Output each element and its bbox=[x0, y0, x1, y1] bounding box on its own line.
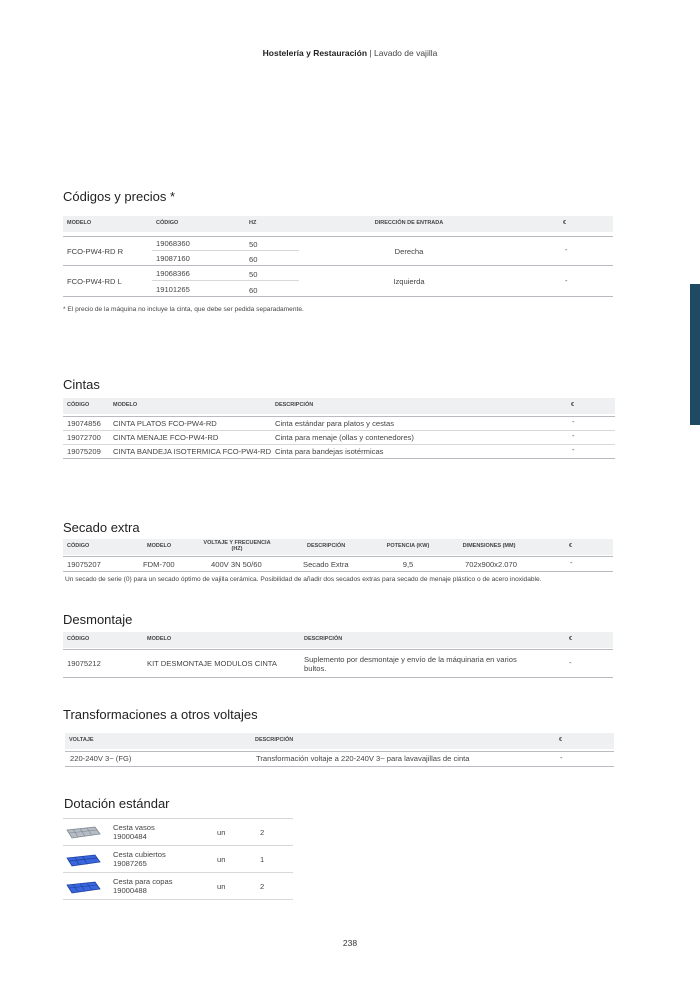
desmontaje-header-codigo: CÓDIGO bbox=[67, 636, 90, 643]
cintas-precio: - bbox=[572, 431, 575, 440]
row-divider bbox=[63, 556, 613, 557]
cintas-table bbox=[63, 398, 615, 460]
cintas-precio: - bbox=[572, 417, 575, 426]
transformaciones-header-precio: € bbox=[559, 737, 563, 744]
transformaciones-header-voltaje: VOLTAJE bbox=[69, 737, 94, 744]
header-section: Hostelería y Restauración bbox=[262, 48, 368, 58]
codigos-codigo: 19101265 bbox=[156, 285, 190, 294]
codigos-table bbox=[63, 216, 613, 298]
row-divider bbox=[65, 766, 614, 767]
secado-note: Un secado de serie (0) para un secado óptimo de vajilla cerámica. Posibilidad de añadir dos secados extras para secado de menaje plástico o de acero inoxidable. bbox=[65, 576, 542, 583]
dotacion-cantidad: 1 bbox=[260, 855, 265, 864]
codigos-hz: 60 bbox=[249, 286, 258, 295]
row-divider bbox=[152, 250, 299, 251]
secado-title: Secado extra bbox=[63, 520, 140, 535]
stemware-basket-icon bbox=[65, 880, 101, 896]
cintas-modelo: CINTA MENAJE FCO-PW4-RD bbox=[113, 433, 219, 442]
dotacion-unidad: un bbox=[217, 828, 226, 837]
secado-header-precio: € bbox=[569, 543, 573, 550]
row-divider bbox=[63, 444, 615, 445]
codigos-header-direccion: DIRECCIÓN DE ENTRADA bbox=[374, 220, 444, 227]
secado-header-dimensiones: DIMENSIONES (MM) bbox=[462, 543, 516, 550]
dotacion-codigo: 19000488 bbox=[113, 886, 147, 895]
secado-header-row bbox=[63, 539, 613, 555]
row-divider bbox=[63, 416, 615, 417]
cintas-header-descripcion: DESCRIPCIÓN bbox=[275, 402, 314, 409]
secado-dimensiones: 702x900x2.070 bbox=[465, 560, 517, 569]
row-divider bbox=[63, 571, 613, 572]
codigos-codigo: 19068366 bbox=[156, 269, 190, 278]
codigos-title: Códigos y precios * bbox=[63, 189, 175, 204]
codigos-hz: 50 bbox=[249, 240, 258, 249]
page-number: 238 bbox=[342, 938, 358, 948]
secado-header-codigo: CÓDIGO bbox=[67, 543, 90, 550]
secado-voltaje: 400V 3N 50/60 bbox=[211, 560, 262, 569]
cintas-header-modelo: MODELO bbox=[113, 402, 138, 409]
transformaciones-header-row bbox=[65, 733, 614, 749]
desmontaje-header-precio: € bbox=[569, 636, 573, 643]
cintas-modelo: CINTA BANDEJA ISOTERMICA FCO-PW4-RD bbox=[113, 447, 272, 456]
row-divider bbox=[63, 649, 613, 650]
row-divider bbox=[63, 872, 293, 873]
cintas-modelo: CINTA PLATOS FCO-PW4-RD bbox=[113, 419, 217, 428]
dotacion-unidad: un bbox=[217, 882, 226, 891]
desmontaje-modelo: KIT DESMONTAJE MODULOS CINTA bbox=[147, 659, 277, 668]
cintas-header-row bbox=[63, 398, 615, 414]
desmontaje-header-descripcion: DESCRIPCIÓN bbox=[304, 636, 343, 643]
transformaciones-table bbox=[65, 733, 614, 768]
row-divider bbox=[63, 430, 615, 431]
transformaciones-descripcion: Transformación voltaje a 220-240V 3~ para lavavajillas de cinta bbox=[256, 754, 470, 763]
row-divider bbox=[63, 845, 293, 846]
codigos-hz: 50 bbox=[249, 270, 258, 279]
secado-header-voltaje: VOLTAJE Y FRECUENCIA (HZ) bbox=[203, 540, 271, 552]
dotacion-codigo: 19000484 bbox=[113, 832, 147, 841]
row-divider bbox=[63, 818, 293, 819]
codigos-header-row bbox=[63, 216, 613, 232]
cintas-header-precio: € bbox=[571, 402, 575, 409]
secado-table bbox=[63, 539, 613, 573]
codigos-note: * El precio de la máquina no incluye la cinta, que debe ser pedida separadamente. bbox=[63, 306, 304, 313]
codigos-codigo: 19068360 bbox=[156, 239, 190, 248]
desmontaje-header-row bbox=[63, 632, 613, 648]
cintas-codigo: 19074856 bbox=[67, 419, 101, 428]
cintas-descripcion: Cinta para bandejas isotérmicas bbox=[275, 447, 384, 456]
desmontaje-precio: - bbox=[569, 658, 572, 667]
dotacion-codigo: 19087265 bbox=[113, 859, 147, 868]
codigos-header-codigo: CÓDIGO bbox=[156, 220, 179, 227]
secado-header-descripcion: DESCRIPCIÓN bbox=[307, 543, 346, 550]
dotacion-cantidad: 2 bbox=[260, 828, 265, 837]
transformaciones-precio: - bbox=[560, 753, 563, 762]
codigos-codigo: 19087160 bbox=[156, 254, 190, 263]
row-divider bbox=[65, 751, 614, 752]
cintas-descripcion: Cinta para menaje (ollas y contenedores) bbox=[275, 433, 414, 442]
header-subsection: Lavado de vajilla bbox=[374, 48, 438, 58]
dotacion-unidad: un bbox=[217, 855, 226, 864]
desmontaje-descripcion-line1: Suplemento por desmontaje y envío de la máquinaria en varios bbox=[304, 655, 517, 664]
codigos-header-precio: € bbox=[563, 220, 567, 227]
glass-basket-icon bbox=[65, 825, 101, 841]
cintas-codigo: 19075209 bbox=[67, 447, 101, 456]
secado-modelo: FDM-700 bbox=[143, 560, 175, 569]
codigos-precio: - bbox=[565, 276, 568, 285]
secado-header-potencia: POTENCIA (KW) bbox=[386, 543, 430, 550]
desmontaje-header-modelo: MODELO bbox=[147, 636, 172, 643]
dotacion-nombre: Cesta para copas bbox=[113, 877, 173, 886]
codigos-precio: - bbox=[565, 245, 568, 254]
desmontaje-title: Desmontaje bbox=[63, 612, 133, 627]
row-divider bbox=[152, 280, 299, 281]
dotacion-cantidad: 2 bbox=[260, 882, 265, 891]
cintas-header-codigo: CÓDIGO bbox=[67, 402, 90, 409]
secado-descripcion: Secado Extra bbox=[303, 560, 349, 569]
row-divider bbox=[63, 677, 613, 678]
transformaciones-voltaje: 220-240V 3~ (FG) bbox=[70, 754, 132, 763]
secado-codigo: 19075207 bbox=[67, 560, 101, 569]
codigos-header-modelo: MODELO bbox=[67, 220, 92, 227]
desmontaje-codigo: 19075212 bbox=[67, 659, 101, 668]
dotacion-table bbox=[63, 818, 293, 902]
dotacion-nombre: Cesta vasos bbox=[113, 823, 155, 832]
transformaciones-title: Transformaciones a otros voltajes bbox=[63, 707, 258, 722]
cintas-title: Cintas bbox=[63, 377, 100, 392]
cutlery-basket-icon bbox=[65, 853, 101, 869]
cintas-descripcion: Cinta estándar para platos y cestas bbox=[275, 419, 395, 428]
row-divider bbox=[63, 296, 613, 297]
page-header bbox=[0, 48, 700, 58]
section-side-tab bbox=[690, 284, 700, 425]
codigos-modelo: FCO-PW4-RD L bbox=[67, 277, 122, 286]
row-divider bbox=[63, 236, 613, 237]
row-divider bbox=[63, 899, 293, 900]
dotacion-nombre: Cesta cubiertos bbox=[113, 850, 166, 859]
codigos-modelo: FCO-PW4-RD R bbox=[67, 247, 124, 256]
dotacion-title: Dotación estándar bbox=[64, 796, 170, 811]
codigos-direccion: Izquierda bbox=[393, 277, 425, 286]
transformaciones-header-descripcion: DESCRIPCIÓN bbox=[255, 737, 294, 744]
desmontaje-table bbox=[63, 632, 613, 679]
codigos-header-hz: HZ bbox=[249, 220, 257, 227]
secado-precio: - bbox=[570, 558, 573, 567]
secado-header-modelo: MODELO bbox=[147, 543, 172, 550]
desmontaje-descripcion-line2: bultos. bbox=[304, 664, 327, 673]
cintas-precio: - bbox=[572, 445, 575, 454]
row-divider bbox=[63, 265, 613, 266]
codigos-hz: 60 bbox=[249, 255, 258, 264]
cintas-codigo: 19072700 bbox=[67, 433, 101, 442]
codigos-direccion: Derecha bbox=[394, 247, 424, 256]
row-divider bbox=[63, 458, 615, 459]
header-separator: | bbox=[369, 48, 372, 58]
secado-potencia: 9,5 bbox=[402, 560, 414, 569]
